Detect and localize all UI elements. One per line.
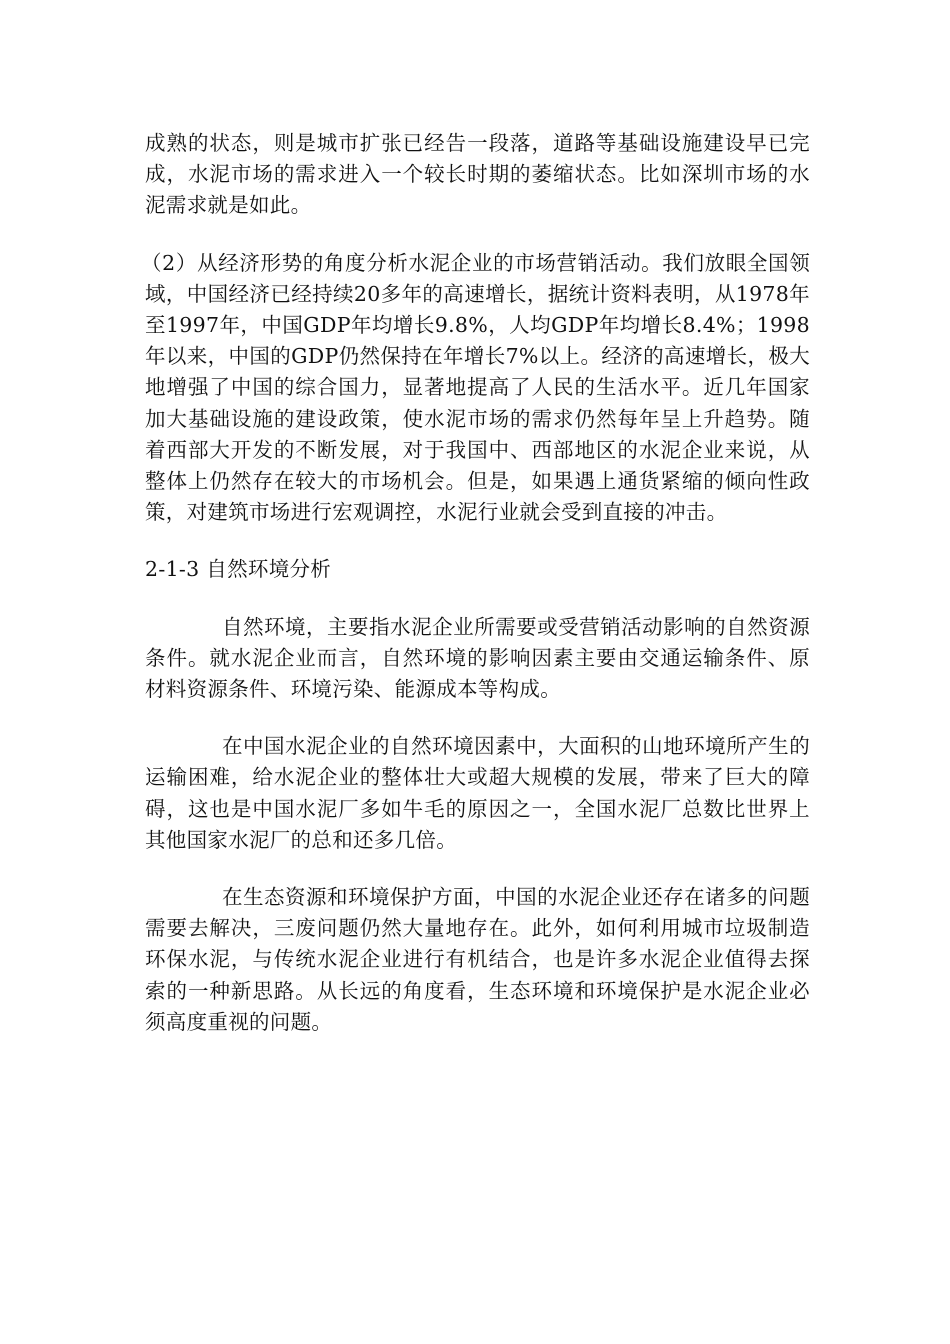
paragraph-environmental-protection: 在生态资源和环境保护方面，中国的水泥企业还存在诸多的问题需要去解决，三废问题仍然大量地存在。此外，如何利用城市垃圾制造环保水泥，与传统水泥企业进行有机结合，也是许多水泥企业值得去探索的一种新思路。从长远的角度看，生态环境和环境保护是水泥企业必须高度重视的问题。 [145, 885, 810, 1034]
paragraph-economic-situation: （2）从经济形势的角度分析水泥企业的市场营销活动。我们放眼全国领域，中国经济已经持续20多年的高速增长，据统计资料表明，从1978年至1997年，中国GDP年均增长9.8%，人均GDP年均增长8.4%；1998年以来，中国的GDP仍然保持在年增长7%以上。经济的高速增长，极大地增强了中国的综合国力，显著地提高了人民的生活水平。近几年国家加大基础设施的建设政策，使水泥市场的需求仍然每年呈上升趋势。随着西部大开发的不断发展，对于我国中、西部地区的水泥企业来说，从整体上仍然存在较大的市场机会。但是，如果遇上通货紧缩的倾向性政策，对建筑市场进行宏观调控，水泥行业就会受到直接的冲击。 [141, 250, 810, 525]
paragraph-natural-environment: 自然环境，主要指水泥企业所需要或受营销活动影响的自然资源条件。就水泥企业而言，自然环境的影响因素主要由交通运输条件、原材料资源条件、环境污染、能源成本等构成。 [145, 614, 810, 702]
paragraph-transport-difficulty: 在中国水泥企业的自然环境因素中，大面积的山地环境所产生的运输困难，给水泥企业的整体壮大或超大规模的发展，带来了巨大的障碍，这也是中国水泥厂多如牛毛的原因之一，全国水泥厂总数比世界上其他国家水泥厂的总和还多几倍。 [145, 734, 810, 852]
section-heading: 2-1-3 自然环境分析 [145, 557, 332, 582]
document-page [141, 128, 810, 1038]
paragraph-market-maturity: 成熟的状态，则是城市扩张已经告一段落，道路等基础设施建设早已完成，水泥市场的需求进入一个较长时期的萎缩状态。比如深圳市场的水泥需求就是如此。 [145, 131, 810, 218]
